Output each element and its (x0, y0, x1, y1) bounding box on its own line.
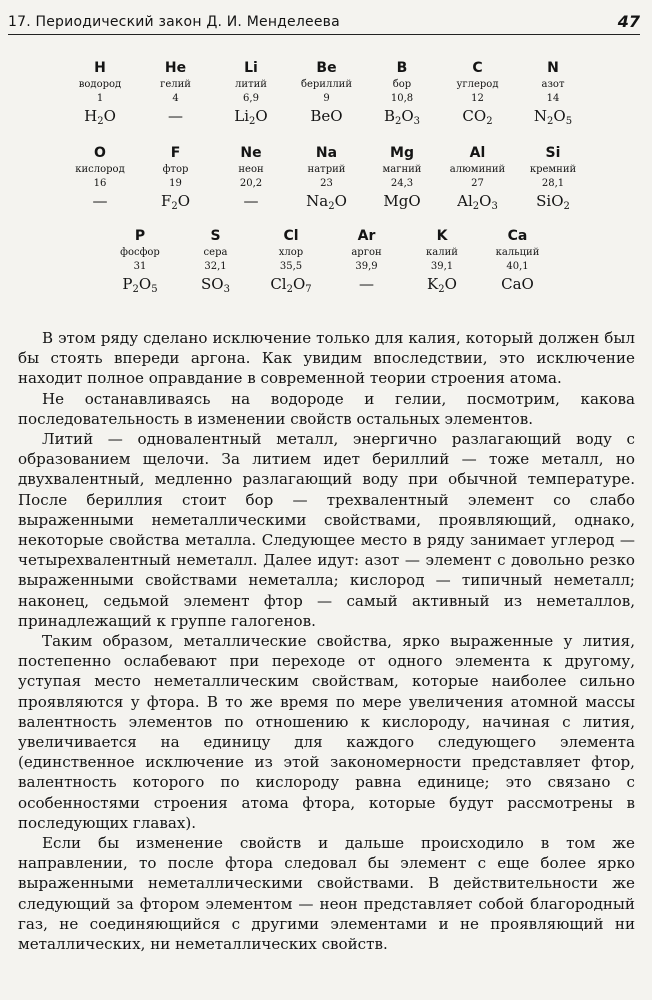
element-symbol: P (134, 228, 146, 244)
atomic-mass: 19 (169, 178, 182, 189)
atomic-mass: 9 (323, 93, 330, 104)
element-symbol: H (94, 60, 106, 76)
element-name: неон (238, 164, 264, 175)
formula-part: O (138, 275, 152, 293)
formula-part: F (160, 192, 172, 210)
atomic-mass: 40,1 (506, 261, 529, 272)
formula-subscript: 3 (413, 116, 421, 127)
formula-part: O (479, 192, 492, 210)
formula-subscript: 2 (286, 284, 293, 295)
element-symbol: Mg (390, 145, 414, 161)
element-symbol: Be (316, 60, 337, 76)
formula-part: O (401, 107, 414, 125)
atomic-mass: 1 (96, 93, 104, 104)
element-name: фтор (162, 164, 189, 175)
element-name: водород (78, 79, 122, 90)
formula-subscript: 2 (132, 284, 139, 295)
element-name: алюминий (449, 164, 506, 175)
atomic-mass: 39,1 (430, 261, 454, 272)
atomic-mass: 28,1 (541, 178, 565, 189)
element-name: аргон (351, 247, 382, 258)
paragraph: Литий — одновалентный металл, энергично разлагающий воду с образованием щелочи. За литием идет бериллий — тоже металл, но двухвалентный, медленно разлагающий воду при обычной температуре. После бериллия стоит бор — трехвалентный элемент со слабо выраженными неметаллическими свойствами, проявляющий, однако, некоторые свойства металла. Следующее место в ряду занимает углерод — четырехвалентный неметалл. Далее идут: азот — элемент с довольно резко выраженными свойствами неметалла; кислород — типичный неметалл; наконец, седьмой элемент фтор — самый активный из неметаллов, принадлежащий к группе галогенов. (18, 430, 635, 630)
element-name: калий (426, 247, 458, 258)
element-cell (501, 145, 605, 211)
element-name: бериллий (300, 79, 353, 90)
formula-part: P (122, 275, 133, 293)
formula-part: — (359, 275, 374, 293)
formula-part: K (427, 275, 439, 293)
paragraph: Если бы изменение свойств и дальше происходило в том же направлении, то после фтора следовал бы элемент с еще более ярко выраженными неметаллическими свойствами. В действительности же следующий за фтором элементом — неон представляет собой благородный газ, не соединяющийся с другими элементами и не проявляющий ни металлических, ни неметаллических свойств. (18, 834, 635, 954)
element-symbol: F (170, 145, 181, 161)
atomic-mass: 4 (172, 93, 179, 104)
element-symbol: O (94, 145, 106, 161)
paragraph: В этом ряду сделано исключение только для калия, который должен был бы стоять впереди аргона. Как увидим впоследствии, это исключение находит полное оправдание в современной теории строения атома. (18, 329, 635, 388)
formula-subscript: 3 (491, 201, 498, 212)
paragraph: Таким образом, металлические свойства, ярко выраженные у лития, постепенно ослабевают при переходе от одного элемента к другому, уступая место неметаллическим свойствам, которые наиболее сильно проявляются у фтора. В то же время по мере увеличения атомной массы валентность элементов по отношению к кислороду, начиная с лития, увеличивается на единицу для каждого следующего элемента (единственное исключение из этой закономерности представляет фтор, валентность которого по кислороду равна единице; это связано с особенностями строения атома фтора, которые будут рассмотрены в последующих главах). (18, 632, 635, 832)
element-name: углерод (456, 79, 499, 90)
element-symbol: S (210, 228, 221, 244)
formula-subscript: 2 (563, 201, 570, 212)
formula-subscript: 2 (328, 201, 335, 212)
formula-part: O (103, 107, 116, 125)
formula-part: O (334, 192, 347, 210)
page-number: 47 (617, 12, 640, 31)
element-table (0, 0, 652, 320)
element-symbol: Ar (357, 228, 376, 244)
element-name: бор (392, 79, 412, 90)
element-symbol: Si (545, 145, 561, 161)
atomic-mass: 10,8 (390, 93, 414, 104)
atomic-mass: 12 (471, 93, 484, 104)
formula-part: H (84, 107, 98, 125)
formula-subscript: 3 (223, 284, 230, 295)
formula-part: O (255, 107, 268, 125)
atomic-mass: 32,1 (204, 261, 227, 272)
element-name: азот (541, 79, 565, 90)
element-name: магний (382, 164, 422, 175)
formula-part: N (533, 107, 548, 125)
element-symbol: Cl (283, 228, 299, 244)
formula-part: Al (457, 192, 473, 210)
formula-part: O (292, 275, 306, 293)
element-name: натрий (307, 164, 346, 175)
element-symbol: C (472, 60, 483, 76)
element-name: кремний (529, 164, 577, 175)
formula-part: SiO (536, 192, 564, 210)
element-symbol: K (436, 228, 448, 244)
formula-subscript: 5 (151, 284, 158, 295)
formula-subscript: 2 (394, 116, 402, 127)
formula-subscript: 2 (438, 284, 445, 295)
element-symbol: B (396, 60, 408, 76)
element-name: литий (235, 79, 267, 90)
formula-part: O (444, 275, 457, 293)
formula-part: O (553, 107, 566, 125)
element-cell (466, 228, 570, 294)
formula-part: — (168, 107, 183, 125)
element-name: кальций (495, 247, 540, 258)
formula-subscript: 2 (472, 201, 480, 212)
element-name: сера (203, 247, 228, 258)
body-text (18, 328, 635, 954)
formula-subscript: 2 (547, 116, 554, 127)
formula-part: — (92, 192, 108, 210)
atomic-mass: 31 (133, 261, 147, 272)
paragraph: Не останавливаясь на водороде и гелии, посмотрим, какова последовательность в изменении свойств остальных элементов. (18, 389, 635, 428)
oxide-formula (501, 191, 605, 211)
formula-subscript: 7 (305, 284, 312, 295)
element-name: гелий (160, 79, 191, 90)
running-title: 17. Периодический закон Д. И. Менделеева (8, 14, 340, 30)
atomic-mass: 20,2 (239, 178, 263, 189)
element-symbol: Ne (240, 145, 262, 161)
formula-subscript: 2 (171, 201, 178, 212)
formula-part: Li (234, 107, 250, 125)
atomic-mass: 24,3 (390, 178, 414, 189)
oxide-formula (466, 274, 570, 294)
element-name: фосфор (120, 247, 160, 258)
formula-part: BeO (310, 107, 343, 125)
formula-subscript: 5 (565, 116, 573, 127)
atomic-mass: 23 (320, 178, 333, 189)
atomic-mass: 27 (471, 178, 484, 189)
formula-part: O (177, 192, 191, 210)
formula-part: B (383, 107, 395, 125)
element-symbol: He (164, 60, 187, 76)
formula-part: SO (201, 275, 224, 293)
element-symbol: Li (244, 60, 258, 76)
formula-subscript: 2 (486, 116, 493, 127)
formula-subscript: 2 (249, 116, 256, 127)
atomic-mass: 39,9 (355, 261, 378, 272)
formula-part: — (243, 192, 259, 210)
formula-part: Cl (270, 275, 287, 293)
element-symbol: Ca (507, 228, 528, 244)
element-name: хлор (278, 247, 304, 258)
formula-part: CO (462, 107, 487, 125)
element-symbol: Na (315, 145, 338, 161)
atomic-mass: 35,5 (279, 261, 303, 272)
formula-subscript: 2 (97, 116, 104, 127)
element-cell (501, 60, 605, 126)
formula-part: MgO (383, 192, 421, 210)
atomic-mass: 6,9 (243, 93, 259, 104)
element-name: кислород (75, 164, 125, 175)
oxide-formula (501, 106, 605, 126)
atomic-mass: 16 (93, 178, 107, 189)
formula-part: CaO (501, 275, 534, 293)
formula-part: Na (306, 192, 329, 210)
element-symbol: N (547, 60, 559, 76)
atomic-mass: 14 (546, 93, 560, 104)
element-symbol: Al (469, 145, 486, 161)
